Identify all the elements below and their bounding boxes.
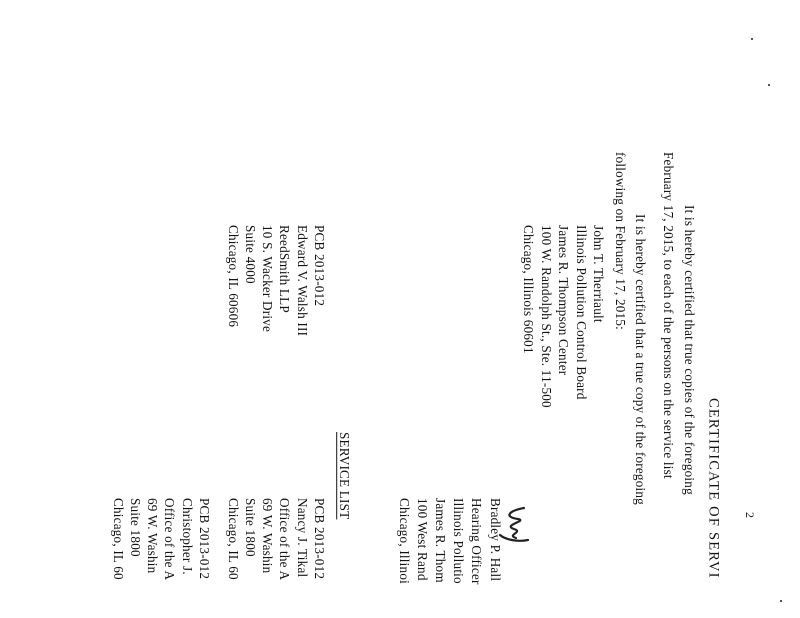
- service-entry2-line: Chicago, IL 60: [226, 498, 242, 580]
- service-entry3-line: Chicago, IL 60: [111, 498, 127, 580]
- paragraph2-line1: It is hereby certified that a true copy of the foregoing: [633, 214, 649, 505]
- service-entry2-line: Suite 1800: [243, 498, 259, 557]
- service-entry3-line: 69 W. Washin: [145, 498, 161, 574]
- service-entry2-line: PCB 2013-012: [312, 498, 328, 580]
- service-entry3-line: Christopher J.: [180, 498, 196, 575]
- service-entry2-line: 69 W. Washin: [260, 498, 276, 574]
- page-number: 2: [743, 512, 757, 519]
- service-entry3-line: Office of the A: [162, 498, 178, 581]
- service-entry1-line: Chicago, IL 60606: [226, 225, 242, 328]
- hearing-officer-line: Chicago, Illinoi: [397, 498, 413, 584]
- service-entry1-line: Edward V. Walsh III: [295, 225, 311, 337]
- hearing-officer-line: Hearing Officer: [469, 498, 485, 585]
- service-entry1-line: Suite 4000: [243, 225, 259, 284]
- hearing-officer-line: Bradley P. Hall: [488, 498, 504, 582]
- paragraph2-line2: following on February 17, 2015:: [613, 152, 629, 330]
- board-address-line: 100 W. Randolph St., Ste. 11-500: [539, 225, 555, 408]
- hearing-officer-line: Illinois Pollutio: [451, 498, 467, 584]
- service-list-title: SERVICE LIST: [337, 432, 353, 520]
- scan-speckle: [780, 600, 782, 602]
- service-entry1-line: ReedSmith LLP: [277, 225, 293, 313]
- service-entry1-line: 10 S. Wacker Drive: [260, 225, 276, 333]
- board-address-line: Chicago, Illinois 60601: [521, 225, 537, 354]
- service-entry1-line: PCB 2013-012: [312, 225, 328, 307]
- paragraph1-line1: It is hereby certified that true copies of the foregoing: [682, 205, 698, 495]
- paragraph1-line2: February 17, 2015, to each of the persons on the service list: [661, 152, 677, 479]
- scan-speckle: [768, 84, 770, 86]
- service-entry2-line: Nancy J. Tikal: [295, 498, 311, 578]
- service-entry3-line: PCB 2013-012: [197, 498, 213, 580]
- board-address-line: Illinois Pollution Control Board: [574, 225, 590, 400]
- scan-speckle: [751, 38, 753, 40]
- hearing-officer-line: James R. Thom: [433, 498, 449, 583]
- hearing-officer-line: 100 West Rand: [415, 498, 431, 581]
- board-address-line: John T. Therriault: [591, 225, 607, 323]
- service-entry3-line: Suite 1800: [128, 498, 144, 557]
- certificate-heading: CERTIFICATE OF SERVI: [705, 398, 722, 579]
- board-address-line: James R. Thompson Center: [556, 225, 572, 376]
- service-entry2-line: Office of the A: [277, 498, 293, 581]
